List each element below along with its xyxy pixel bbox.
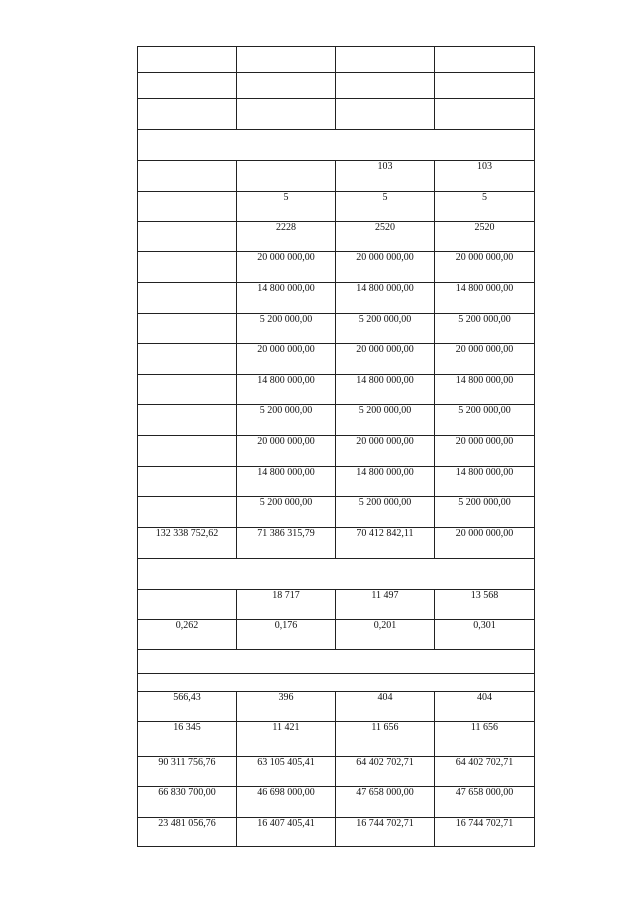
table-cell: 11 421 — [237, 722, 336, 757]
table-cell: 0,262 — [138, 620, 237, 650]
table-cell: 103 — [336, 161, 435, 192]
table-cell: 47 658 000,00 — [435, 787, 535, 818]
table-cell: 132 338 752,62 — [138, 528, 237, 559]
table-cell: 14 800 000,00 — [237, 375, 336, 405]
table-cell: 5 200 000,00 — [435, 405, 535, 436]
table-cell: 47 658 000,00 — [336, 787, 435, 818]
table-cell: 64 402 702,71 — [435, 757, 535, 787]
table-section-cell — [138, 559, 535, 590]
table-cell: 11 656 — [336, 722, 435, 757]
table-cell — [138, 283, 237, 314]
table-cell: 20 000 000,00 — [336, 344, 435, 375]
table-cell: 64 402 702,71 — [336, 757, 435, 787]
table-cell: 46 698 000,00 — [237, 787, 336, 818]
table-row — [138, 222, 535, 252]
table-section-cell — [138, 130, 535, 161]
table-cell: 566,43 — [138, 692, 237, 722]
table-cell: 14 800 000,00 — [435, 375, 535, 405]
table-cell: 5 200 000,00 — [336, 497, 435, 528]
table-cell — [138, 497, 237, 528]
table-cell: 5 200 000,00 — [237, 405, 336, 436]
table-cell: 20 000 000,00 — [237, 436, 336, 467]
table-cell — [237, 161, 336, 192]
table-row — [138, 497, 535, 528]
table-cell — [237, 73, 336, 99]
table-row — [138, 99, 535, 130]
table-cell: 5 200 000,00 — [336, 314, 435, 344]
table-cell — [138, 375, 237, 405]
table-cell — [138, 222, 237, 252]
table-cell — [435, 47, 535, 73]
table-cell — [138, 344, 237, 375]
table-cell — [138, 590, 237, 620]
table-section-row — [138, 559, 535, 590]
table-cell: 0,301 — [435, 620, 535, 650]
table-row — [138, 405, 535, 436]
table-cell: 70 412 842,11 — [336, 528, 435, 559]
table-cell: 103 — [435, 161, 535, 192]
table-row — [138, 787, 535, 818]
table-cell: 90 311 756,76 — [138, 757, 237, 787]
table-cell: 14 800 000,00 — [237, 283, 336, 314]
table-row — [138, 590, 535, 620]
table-section-cell — [138, 674, 535, 692]
table-cell: 20 000 000,00 — [435, 528, 535, 559]
table-cell — [138, 47, 237, 73]
table-row — [138, 528, 535, 559]
table-cell: 0,201 — [336, 620, 435, 650]
table-cell: 5 — [435, 192, 535, 222]
data-table — [137, 46, 535, 847]
table-cell: 14 800 000,00 — [435, 283, 535, 314]
table-cell — [138, 252, 237, 283]
table-cell: 2520 — [435, 222, 535, 252]
table-section-row — [138, 130, 535, 161]
table-row — [138, 314, 535, 344]
table-cell: 16 345 — [138, 722, 237, 757]
data-table-body — [138, 47, 535, 847]
table-cell: 66 830 700,00 — [138, 787, 237, 818]
table-cell — [138, 405, 237, 436]
table-cell: 2520 — [336, 222, 435, 252]
table-cell: 20 000 000,00 — [435, 344, 535, 375]
table-cell — [138, 99, 237, 130]
table-row — [138, 467, 535, 497]
table-cell: 20 000 000,00 — [336, 436, 435, 467]
table-row — [138, 722, 535, 757]
table-cell: 5 200 000,00 — [336, 405, 435, 436]
table-cell — [138, 73, 237, 99]
table-cell — [336, 47, 435, 73]
table-cell: 20 000 000,00 — [336, 252, 435, 283]
table-row — [138, 818, 535, 847]
table-cell: 16 407 405,41 — [237, 818, 336, 847]
table-cell: 23 481 056,76 — [138, 818, 237, 847]
table-cell: 11 656 — [435, 722, 535, 757]
table-cell: 20 000 000,00 — [237, 252, 336, 283]
table-cell: 14 800 000,00 — [336, 467, 435, 497]
table-cell: 14 800 000,00 — [237, 467, 336, 497]
table-cell — [435, 99, 535, 130]
table-cell: 71 386 315,79 — [237, 528, 336, 559]
table-cell: 0,176 — [237, 620, 336, 650]
table-cell: 13 568 — [435, 590, 535, 620]
table-cell: 404 — [435, 692, 535, 722]
table-cell: 404 — [336, 692, 435, 722]
table-row — [138, 757, 535, 787]
table-row — [138, 283, 535, 314]
table-cell: 20 000 000,00 — [435, 436, 535, 467]
table-row — [138, 192, 535, 222]
table-row — [138, 252, 535, 283]
table-cell: 5 200 000,00 — [237, 497, 336, 528]
table-row — [138, 620, 535, 650]
table-cell: 14 800 000,00 — [435, 467, 535, 497]
table-cell — [336, 73, 435, 99]
table-cell — [336, 99, 435, 130]
table-cell: 16 744 702,71 — [435, 818, 535, 847]
table-cell: 5 — [237, 192, 336, 222]
table-row — [138, 692, 535, 722]
table-cell: 5 — [336, 192, 435, 222]
table-cell — [138, 436, 237, 467]
table-section-cell — [138, 650, 535, 674]
table-cell: 14 800 000,00 — [336, 283, 435, 314]
table-cell: 5 200 000,00 — [435, 314, 535, 344]
table-cell: 18 717 — [237, 590, 336, 620]
table-row — [138, 436, 535, 467]
table-cell: 5 200 000,00 — [237, 314, 336, 344]
table-cell: 396 — [237, 692, 336, 722]
table-section-row — [138, 650, 535, 674]
table-cell — [138, 467, 237, 497]
table-cell: 14 800 000,00 — [336, 375, 435, 405]
table-row — [138, 161, 535, 192]
table-row — [138, 344, 535, 375]
table-cell — [237, 47, 336, 73]
table-cell: 16 744 702,71 — [336, 818, 435, 847]
table-cell: 5 200 000,00 — [435, 497, 535, 528]
table-row — [138, 73, 535, 99]
table-cell: 2228 — [237, 222, 336, 252]
table-section-row — [138, 674, 535, 692]
table-cell: 63 105 405,41 — [237, 757, 336, 787]
table-cell — [237, 99, 336, 130]
table-cell — [435, 73, 535, 99]
table-cell: 20 000 000,00 — [435, 252, 535, 283]
table-row — [138, 47, 535, 73]
table-cell — [138, 192, 237, 222]
table-cell: 11 497 — [336, 590, 435, 620]
table-cell — [138, 161, 237, 192]
table-cell: 20 000 000,00 — [237, 344, 336, 375]
table-row — [138, 375, 535, 405]
table-cell — [138, 314, 237, 344]
